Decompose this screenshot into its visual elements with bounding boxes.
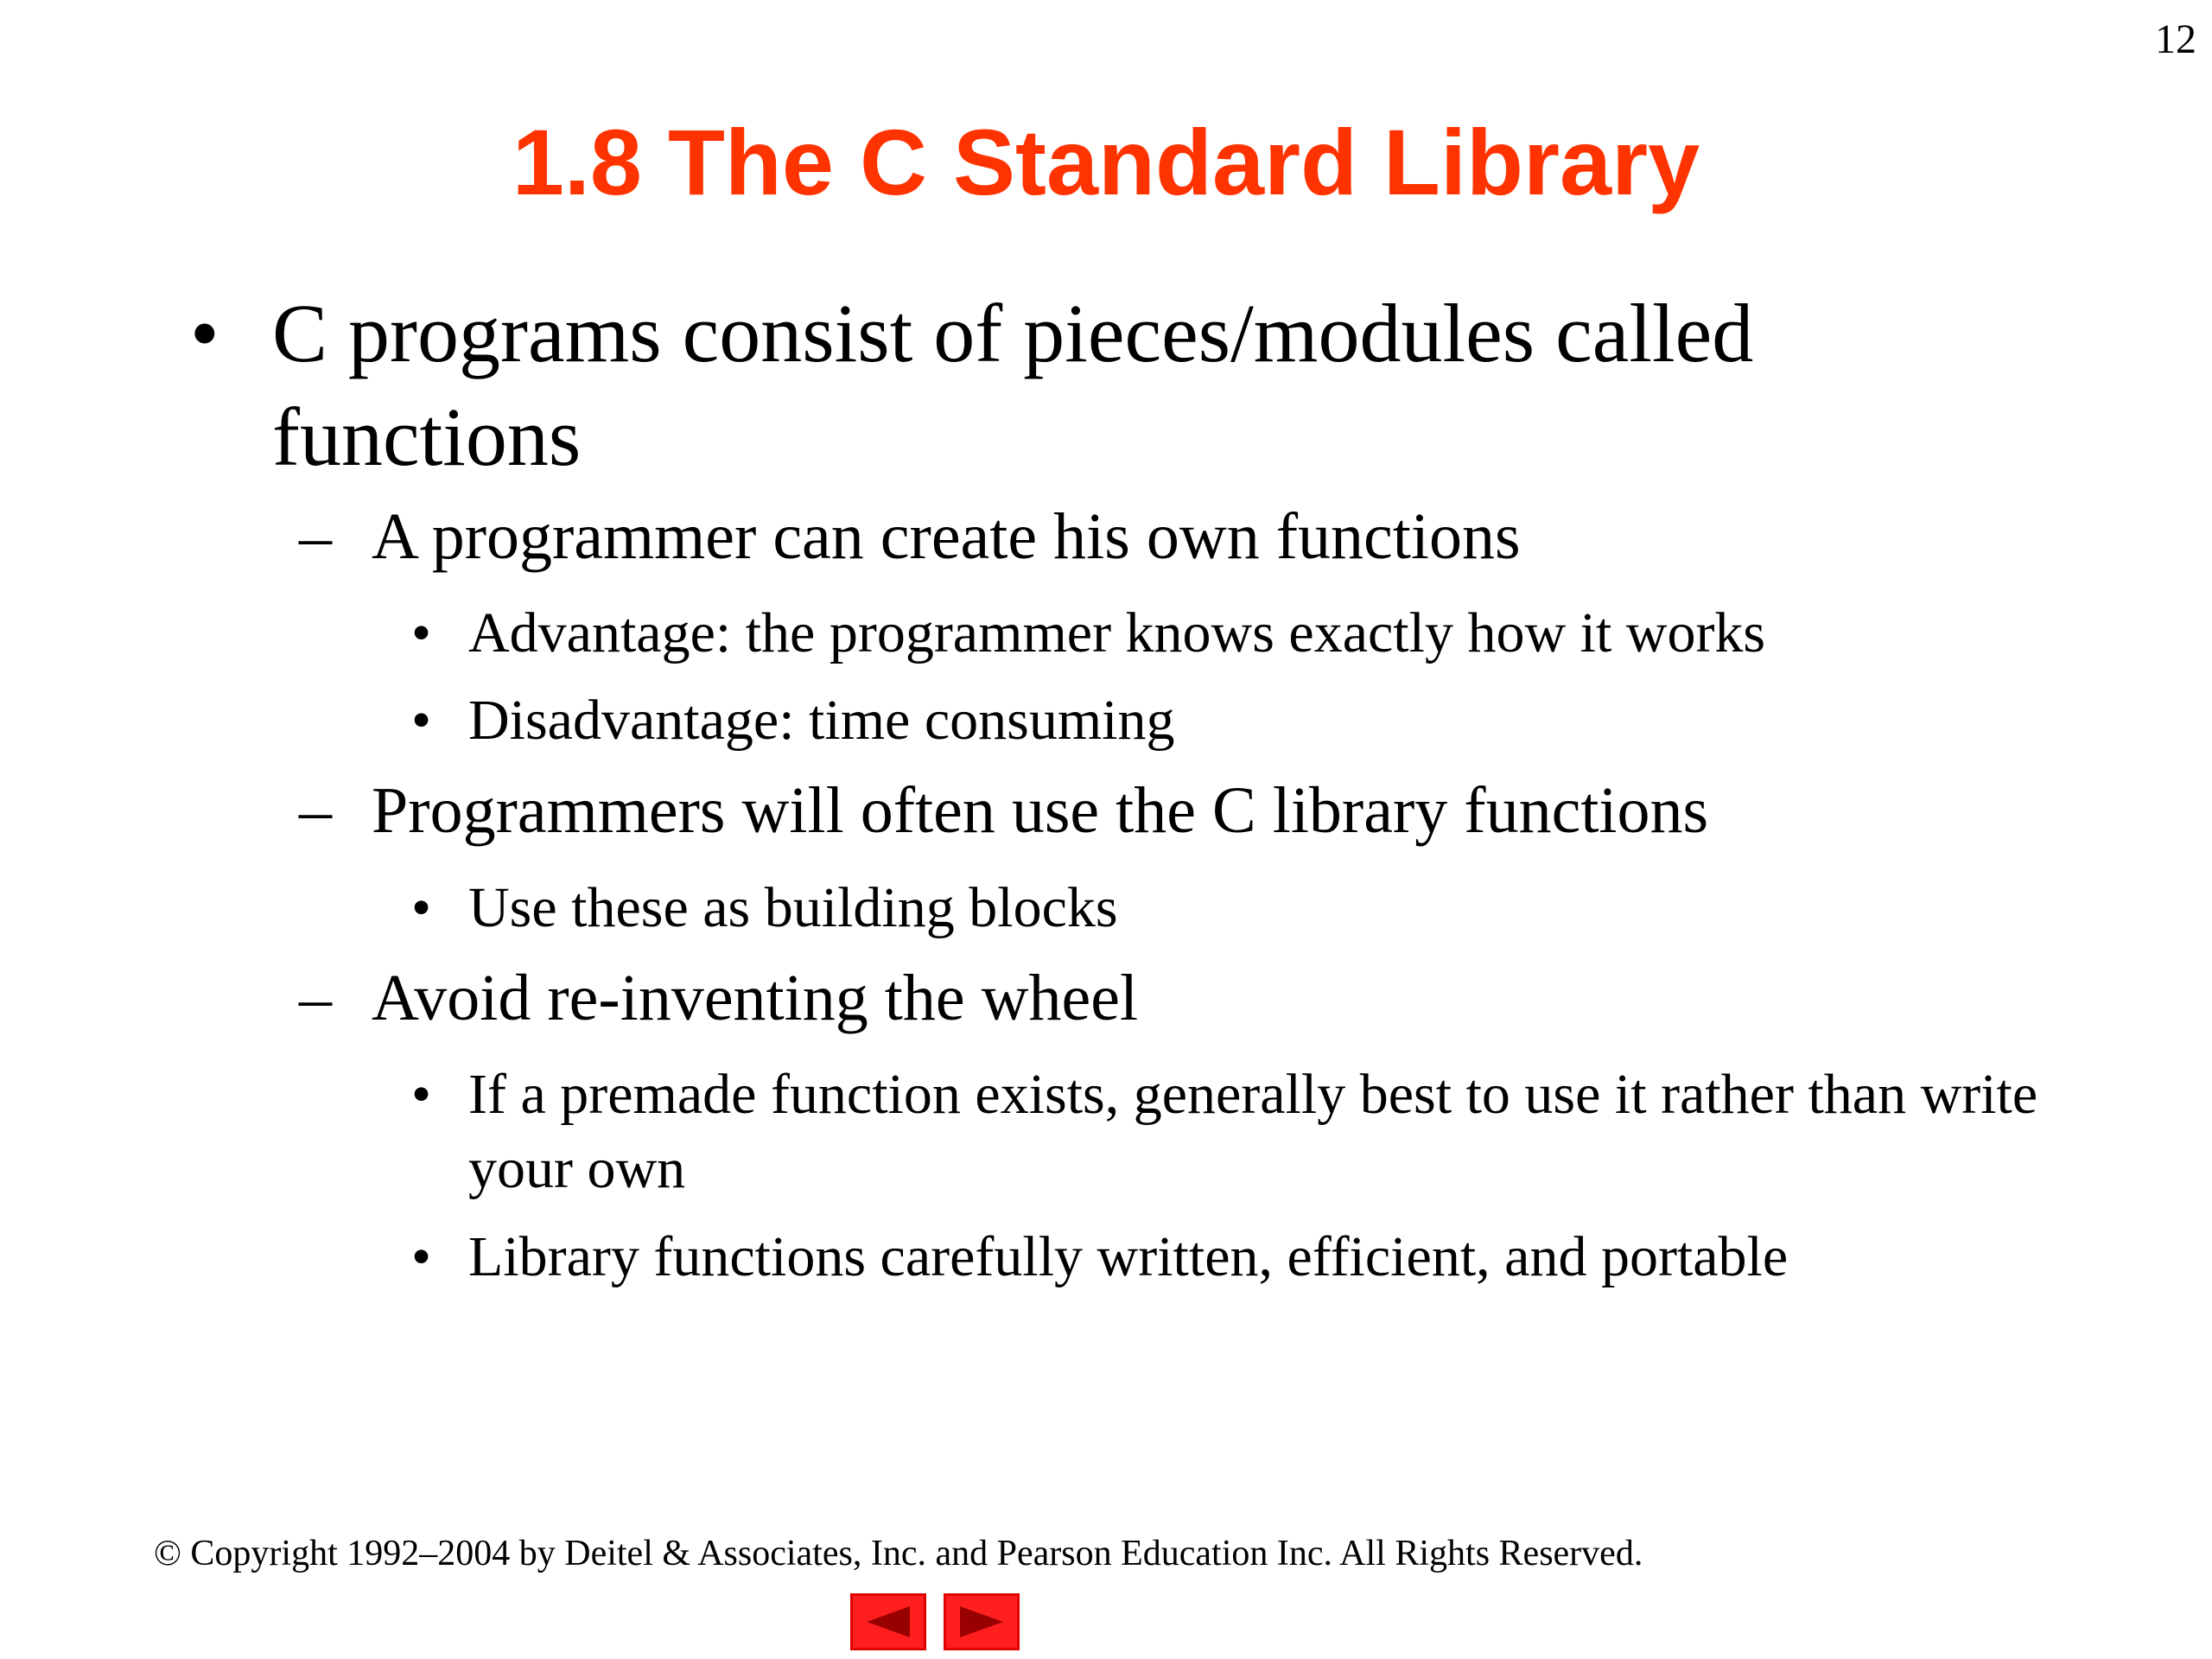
bullet-level3-item: [411, 871, 2096, 945]
slide-number: 12: [2155, 16, 2196, 62]
dash-marker: –: [299, 774, 332, 847]
bullet-level3-item: [411, 1058, 2096, 1206]
next-slide-button[interactable]: [944, 1593, 1020, 1650]
bullet-text: Library functions carefully written, efficient, and portable: [468, 1225, 1789, 1288]
bullet-marker: •: [411, 689, 432, 752]
slide-title: 1.8 The C Standard Library: [512, 110, 1700, 214]
triangle-right-icon: [957, 1605, 1007, 1639]
bullet-marker: •: [411, 601, 432, 664]
bullet-marker: •: [190, 287, 219, 379]
bullet-level3-item: [411, 683, 2096, 758]
bullet-marker: •: [411, 1225, 432, 1288]
bullet-level2-item: [299, 958, 2113, 1038]
slide-navigation: [850, 1593, 1020, 1650]
bullet-text: Avoid re-inventing the wheel: [372, 962, 1139, 1034]
bullet-text: Programmers will often use the C library functions: [372, 774, 1709, 847]
bullet-level1-item: [190, 282, 2048, 489]
previous-slide-button[interactable]: [850, 1593, 926, 1650]
bullet-level3-item: [411, 596, 2096, 671]
bullet-text: A programmer can create his own functions: [372, 500, 1521, 573]
bullet-text: Disadvantage: time consuming: [468, 689, 1175, 752]
dash-marker: –: [299, 962, 332, 1034]
bullet-level2-item: [299, 497, 2113, 576]
bullet-text: Advantage: the programmer knows exactly how it works: [468, 601, 1766, 664]
triangle-left-icon: [863, 1605, 913, 1639]
bullet-marker: •: [411, 876, 432, 939]
copyright-notice: © Copyright 1992–2004 by Deitel & Associates, Inc. and Pearson Education Inc. All Rights Reserved.: [154, 1534, 1643, 1573]
bullet-level3-item: [411, 1220, 2096, 1294]
bullet-text: Use these as building blocks: [468, 876, 1118, 939]
bullet-text: C programs consist of pieces/modules called functions: [272, 287, 1754, 483]
bullet-text: If a premade function exists, generally best to use it rather than write your own: [468, 1063, 2038, 1200]
dash-marker: –: [299, 500, 332, 573]
bullet-marker: •: [411, 1063, 432, 1126]
bullet-level2-item: [299, 771, 2113, 850]
